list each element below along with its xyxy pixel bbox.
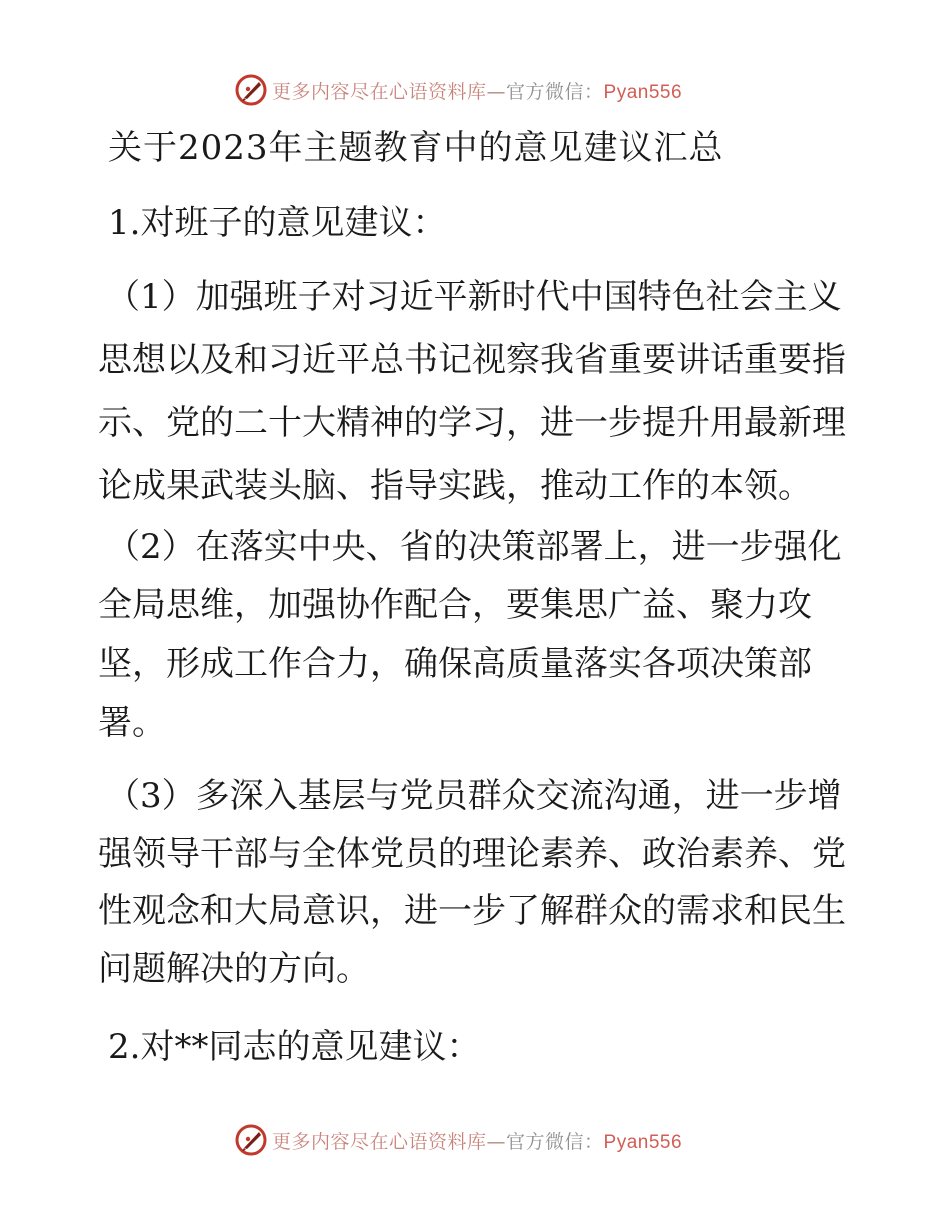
item2-line-2: 全局思维，加强协作配合，要集思广益、聚力攻 bbox=[98, 585, 812, 625]
watermark-label: 官方微信： bbox=[506, 80, 604, 103]
document-title: 关于2023年主题教育中的意见建议汇总 bbox=[108, 128, 724, 168]
section2-heading: 2.对**同志的意见建议： bbox=[108, 1027, 481, 1067]
quill-pen-circle-icon bbox=[234, 73, 268, 107]
item2-line-4: 署。 bbox=[98, 703, 166, 743]
item3-line-4: 问题解决的方向。 bbox=[98, 949, 370, 989]
watermark-separator: — bbox=[486, 1130, 507, 1153]
watermark-brand: 更多内容尽在心语资料库 bbox=[272, 1130, 487, 1153]
section1-heading: 1.对班子的意见建议： bbox=[108, 203, 447, 243]
item1-line-3: 示、党的二十大精神的学习，进一步提升用最新理 bbox=[98, 403, 846, 443]
watermark-label: 官方微信： bbox=[506, 1130, 604, 1153]
watermark-brand: 更多内容尽在心语资料库 bbox=[272, 80, 487, 103]
footer-watermark bbox=[234, 1122, 682, 1158]
watermark-text bbox=[272, 77, 682, 104]
item2-line-3: 坚，形成工作合力，确保高质量落实各项决策部 bbox=[98, 644, 812, 684]
watermark-wechat-id: Pyan556 bbox=[603, 1131, 683, 1153]
header-watermark bbox=[234, 72, 682, 108]
watermark-wechat-id: Pyan556 bbox=[603, 81, 683, 103]
watermark-text bbox=[272, 1127, 682, 1154]
item3-line-1: （3）多深入基层与党员群众交流沟通，进一步增 bbox=[106, 776, 842, 816]
quill-pen-circle-icon bbox=[234, 1123, 268, 1157]
item1-line-1: （1）加强班子对习近平新时代中国特色社会主义 bbox=[106, 277, 842, 317]
item1-line-4: 论成果武装头脑、指导实践，推动工作的本领。 bbox=[98, 466, 812, 506]
item3-line-3: 性观念和大局意识，进一步了解群众的需求和民生 bbox=[98, 891, 846, 931]
item1-line-2: 思想以及和习近平总书记视察我省重要讲话重要指 bbox=[98, 340, 846, 380]
item2-line-1: （2）在落实中央、省的决策部署上，进一步强化 bbox=[106, 527, 842, 567]
watermark-separator: — bbox=[486, 80, 507, 103]
item3-line-2: 强领导干部与全体党员的理论素养、政治素养、党 bbox=[98, 834, 846, 874]
